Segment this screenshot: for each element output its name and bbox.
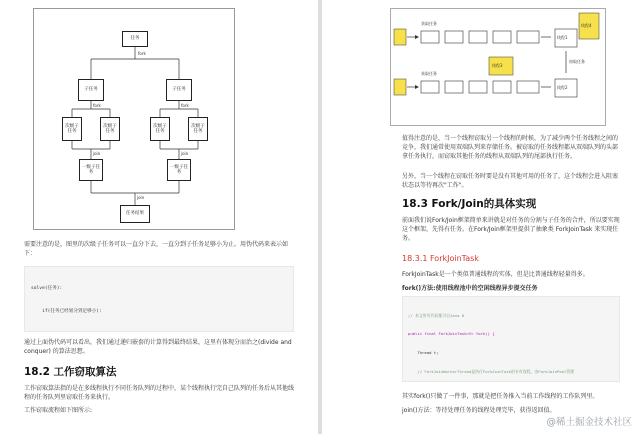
leaf-node-4: 次级子任务 [188,117,208,141]
pseudo-code-block [24,266,294,332]
level1-node-right: 一级子任务 [167,159,191,181]
left-page [0,0,318,434]
fork-label-left: fork [93,103,101,108]
watermark-text: @稀土掘金技术社区 [546,417,632,428]
thread-label: 线程3 [492,63,503,68]
fork-join-diagram [33,8,235,230]
fork-code-block [402,296,620,382]
queue-label: 获取任务 [421,71,437,76]
paragraph: 其实fork()只做了一件事，那就是把任务推入当前工作线程的工作队列里。 [402,393,599,400]
fork-label-top: fork [138,51,146,56]
steal-label: 窃取任务 [569,59,585,64]
level1-node-left: 一级子任务 [79,159,103,181]
paragraph: 工作窃取算法指的是在多线程执行不同任务队列的过程中，某个线程执行完自己队列的任务后从其他线程的任务队列里窃取任务来执行。 [24,385,295,401]
paragraph: 通过上面伪代码可以看出，我们通过递归嵌套的计算得到最终结果，这里有体现分而治之(divide and conquer) 的算法思想。 [24,339,292,355]
section-heading: 18.3 Fork/Join的具体实现 [402,198,537,210]
leaf-node-2: 次级子任务 [100,117,120,141]
fork-label-right: fork [181,103,189,108]
watermark [546,414,632,428]
paragraph: 另外，当一个线程在窃取任务时要是没有其他可用的任务了，这个线程会进入阻塞状态以等待再次"工作"。 [402,173,619,189]
queue-label: 获取任务 [421,21,437,26]
code-line: if(任务已经划分到足够小): [31,308,102,314]
code-line: public final ForkJoinTask<V> fork() { [408,331,495,337]
paragraph: join()方法：等待处理任务的线程处理完毕，获得返回值。 [402,407,556,414]
thread-label: 线程4 [581,23,592,28]
right-page [322,0,640,434]
thread-label: 线程1 [557,35,568,40]
join-label-bottom: join [137,195,145,200]
subtask-left-node: 子任务 [78,79,104,101]
code-line: Thread t; [408,350,439,356]
leaf-node-1: 次级子任务 [62,117,82,141]
code-line: // ForkJoinWorkerThread是执行ForkJoinTask的专有线程，由ForkJoinPool管理 [408,369,575,375]
code-line [31,331,287,332]
paragraph: ForkJoinTask是一个类似普通线程的实体，但是比普通线程轻量得多。 [402,271,589,278]
paragraph: 工作窃取流程如下图所示: [24,407,93,414]
code-line: solve(任务): [31,286,63,292]
subsection-heading: 18.3.1 ForkJoinTask [402,254,479,263]
work-stealing-diagram [390,8,606,126]
task-node: 任务 [122,31,148,47]
thread-label: 线程2 [557,85,568,90]
paragraph: 值得注意的是，当一个线程窃取另一个线程的时候，为了减少两个任务线程之间的竞争，我们通常使用双端队列来存储任务。被窃取的任务线程都从双端队列的头部拿任务执行，而窃取其他任务的线程从双端队列的尾部执行任务。 [402,135,619,160]
subtask-right-node: 子任务 [166,79,192,101]
join-label-left: join [93,151,101,156]
section-heading: 18.2 工作窃取算法 [24,366,117,378]
leaf-node-3: 次级子任务 [150,117,170,141]
paragraph: 前面我们说Fork/Join框架简单来讲就是对任务的分割与子任务的合并，所以要实现这个框架，先得有任务。在Fork/Join框架里提供了抽象类 ForkJoinTask 来实现任务。 [402,217,620,242]
paragraph: fork()方法:使用线程池中的空闲线程异步提交任务 [402,285,538,292]
paragraph: 需要注意的是，图里的次级子任务可以一直分下去，一直分到子任务足够小为止。用伪代码来表示如下： [24,241,289,257]
join-label-right: join [181,151,189,156]
code-line: // 本文所有代码都引自Java 8 [408,312,465,318]
result-node: 任务结果 [120,205,150,223]
